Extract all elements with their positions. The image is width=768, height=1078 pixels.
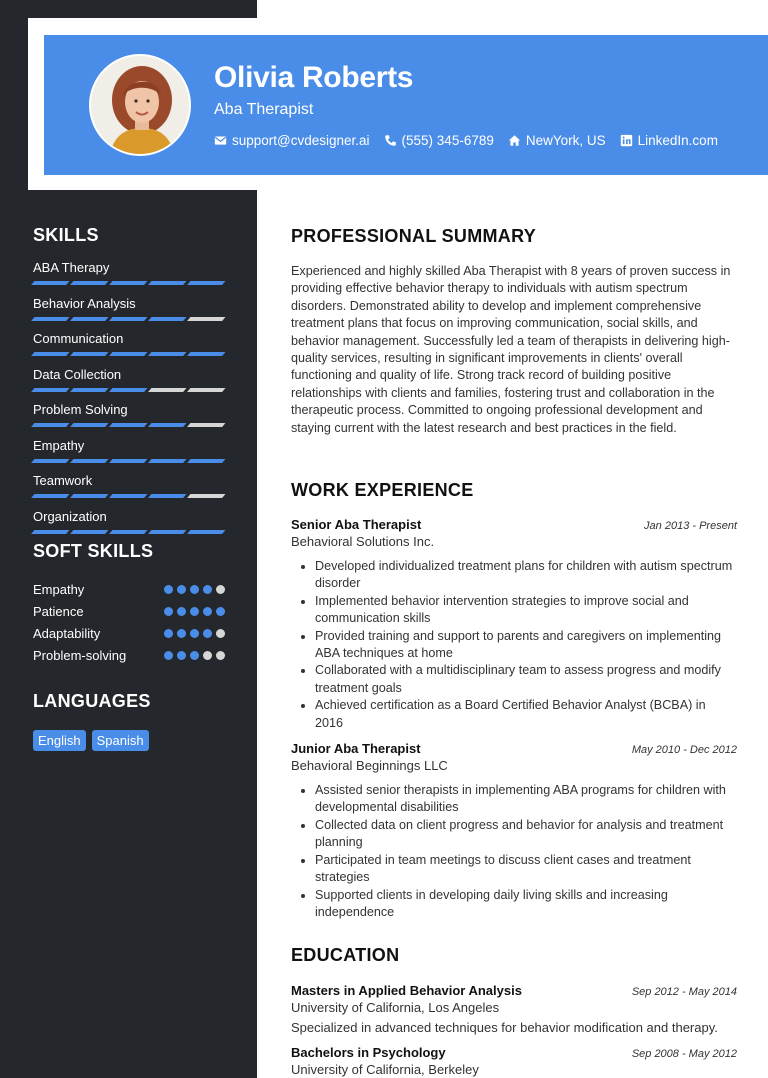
skill-level-segment xyxy=(149,317,187,321)
skill-name: ABA Therapy xyxy=(33,260,110,275)
contact-email[interactable] xyxy=(214,133,370,148)
job-bullet: • Supported clients in developing daily living skills and increasing independence xyxy=(315,887,737,922)
skill-level-segment xyxy=(71,530,109,534)
skill-level-segment xyxy=(110,317,148,321)
skill-level-bar xyxy=(33,317,225,321)
skill-level-segment xyxy=(188,352,226,356)
skill-level-segment xyxy=(110,388,148,392)
skill-level-bar xyxy=(33,423,225,427)
rating-dot xyxy=(177,629,186,638)
education-entry xyxy=(291,1045,737,1077)
job-bullet: • Participated in team meetings to discuss client cases and treatment strategies xyxy=(315,852,737,887)
education-section xyxy=(291,945,737,1077)
rating-dot xyxy=(216,585,225,594)
rating-dot xyxy=(203,607,212,616)
job-company: Behavioral Solutions Inc. xyxy=(291,534,435,549)
job-bullet: • Collected data on client progress and behavior for analysis and treatment planning xyxy=(315,817,737,852)
job-bullets xyxy=(291,558,737,732)
soft-skills-list xyxy=(33,578,225,666)
job-title: Junior Aba Therapist xyxy=(291,741,421,757)
skill-level-segment xyxy=(32,317,70,321)
job-entry xyxy=(291,741,737,921)
education-entry xyxy=(291,983,737,1036)
languages-list xyxy=(33,730,225,751)
skill-level-segment xyxy=(32,530,70,534)
soft-skill-row xyxy=(33,600,225,622)
language-badge: English xyxy=(33,730,86,751)
skill-level-segment xyxy=(71,352,109,356)
skill-name: Empathy xyxy=(33,437,85,453)
skill-level-segment xyxy=(32,281,70,285)
skill-level-segment xyxy=(149,281,187,285)
education-date: Sep 2008 - May 2012 xyxy=(631,1048,737,1061)
skill-level-bar xyxy=(33,388,225,392)
skills-section xyxy=(33,225,225,543)
rating-dot xyxy=(190,585,199,594)
soft-skills-heading: SOFT SKILLS xyxy=(33,541,154,561)
school-name: University of California, Los Angeles xyxy=(291,1000,500,1015)
skill-level-segment xyxy=(110,530,148,534)
rating-dot xyxy=(190,629,199,638)
avatar xyxy=(89,54,191,156)
job-date: Jan 2013 - Present xyxy=(644,520,737,532)
skill-level-bar xyxy=(33,494,225,498)
soft-skill-rating xyxy=(164,629,225,638)
rating-dot xyxy=(216,629,225,638)
soft-skill-name: Adaptability xyxy=(33,625,101,641)
phone-icon xyxy=(384,134,397,147)
rating-dot xyxy=(164,629,173,638)
soft-skill-rating xyxy=(164,607,225,616)
job-bullet: • Implemented behavior intervention strategies to improve social and communication skills xyxy=(315,593,737,628)
skills-list xyxy=(33,259,225,533)
skill-level-segment xyxy=(71,317,109,321)
language-badge: Spanish xyxy=(92,730,149,751)
skill-level-segment xyxy=(71,459,109,463)
job-bullets xyxy=(291,782,737,921)
job-bullet: • Achieved certification as a Board Certified Behavior Analyst (BCBA) in 2016 xyxy=(315,697,737,732)
skill-name: Data Collection xyxy=(33,366,122,382)
rating-dot xyxy=(177,585,186,594)
job-entry xyxy=(291,517,737,732)
skill-level-segment xyxy=(32,494,70,498)
languages-heading: LANGUAGES xyxy=(33,691,151,711)
envelope-icon xyxy=(214,134,227,147)
contact-email-text: support@cvdesigner.ai xyxy=(232,133,370,148)
skill-name: Organization xyxy=(33,508,107,524)
rating-dot xyxy=(216,651,225,660)
candidate-name: Olivia Roberts xyxy=(214,61,414,94)
home-icon xyxy=(508,134,521,147)
rating-dot xyxy=(177,651,186,660)
skill-level-segment xyxy=(149,494,187,498)
job-bullet: • Assisted senior therapists in implementing ABA programs for children with developmental disabilities xyxy=(315,782,737,817)
degree-title: Bachelors in Psychology xyxy=(291,1045,446,1061)
skill-name: Problem Solving xyxy=(33,402,128,417)
skill-name: Behavior Analysis xyxy=(33,295,136,311)
skill-level-segment xyxy=(149,530,187,534)
rating-dot xyxy=(190,607,199,616)
skill-level-segment xyxy=(188,388,226,392)
avatar-portrait xyxy=(91,56,191,156)
soft-skill-rating xyxy=(164,651,225,660)
skill-level-segment xyxy=(188,530,226,534)
summary-text: Experienced and highly skilled Aba Therapist with 8 years of proven success in providing effective behavior therapy to individuals with autism spectrum disorders. Demonstrated ability to develop and implement comprehensive treatment plans that focus on improving communication, social skills, and behavior management. Successfully led a team of therapists in delivering high-quality services, resulting in significant improvements in clients' overall functioning and quality of life. Strong track record of building positive relationships with clients and families, fostering trust and collaboration in the therapeutic process. Committed to ongoing professional development and staying current with the latest research and best practices in the field. xyxy=(291,264,731,435)
candidate-title: Aba Therapist xyxy=(214,101,314,118)
contact-phone-text: (555) 345-6789 xyxy=(401,133,494,148)
contact-phone[interactable] xyxy=(384,133,494,148)
soft-skill-name: Problem-solving xyxy=(33,647,127,663)
contact-list xyxy=(214,133,718,148)
job-bullet: • Provided training and support to parents and caregivers on implementing ABA techniques at home xyxy=(315,628,737,663)
soft-skill-name: Patience xyxy=(33,603,84,619)
rating-dot xyxy=(164,607,173,616)
skill-level-bar xyxy=(33,352,225,356)
contact-linkedin-text: LinkedIn.com xyxy=(637,133,718,148)
soft-skill-name: Empathy xyxy=(33,581,85,597)
summary-heading: PROFESSIONAL SUMMARY xyxy=(291,226,537,246)
skill-level-segment xyxy=(110,459,148,463)
skill-level-segment xyxy=(71,423,109,427)
skill-level-segment xyxy=(188,423,226,427)
skill-level-segment xyxy=(32,352,70,356)
skill-level-segment xyxy=(32,459,70,463)
skill-level-segment xyxy=(110,494,148,498)
skill-level-bar xyxy=(33,281,225,285)
skill-level-segment xyxy=(110,423,148,427)
skill-level-segment xyxy=(110,352,148,356)
skill-level-segment xyxy=(32,423,70,427)
soft-skill-row xyxy=(33,578,225,600)
education-heading: EDUCATION xyxy=(291,945,400,965)
contact-location xyxy=(508,133,606,148)
skill-level-segment xyxy=(149,388,187,392)
skill-level-segment xyxy=(188,494,226,498)
rating-dot xyxy=(203,651,212,660)
skill-name: Teamwork xyxy=(33,473,93,488)
skill-level-segment xyxy=(149,459,187,463)
header-banner xyxy=(44,35,768,175)
skill-level-segment xyxy=(188,459,226,463)
experience-heading: WORK EXPERIENCE xyxy=(291,480,474,500)
job-company: Behavioral Beginnings LLC xyxy=(291,758,448,774)
skill-level-segment xyxy=(71,494,109,498)
school-name: University of California, Berkeley xyxy=(291,1062,479,1078)
skill-level-bar xyxy=(33,530,225,534)
skill-level-segment xyxy=(188,317,226,321)
education-date: Sep 2012 - May 2014 xyxy=(631,986,737,998)
skill-level-segment xyxy=(188,281,226,285)
skill-level-segment xyxy=(71,388,109,392)
experience-section xyxy=(291,480,737,921)
job-title: Senior Aba Therapist xyxy=(291,517,422,532)
contact-linkedin[interactable] xyxy=(620,133,718,148)
degree-title: Masters in Applied Behavior Analysis xyxy=(291,983,522,998)
rating-dot xyxy=(177,607,186,616)
job-bullet: • Collaborated with a multidisciplinary team to assess progress and modify treatment goals xyxy=(315,662,737,697)
job-date: May 2010 - Dec 2012 xyxy=(631,744,737,757)
rating-dot xyxy=(164,651,173,660)
job-bullet: • Developed individualized treatment plans for children with autism spectrum disorder xyxy=(315,558,737,593)
rating-dot xyxy=(203,585,212,594)
rating-dot xyxy=(190,651,199,660)
education-description: Specialized in advanced techniques for behavior modification and therapy. xyxy=(291,1020,718,1035)
summary-section xyxy=(291,226,737,437)
skill-level-segment xyxy=(71,281,109,285)
soft-skill-row xyxy=(33,644,225,666)
skill-name: Communication xyxy=(33,331,124,346)
skill-level-segment xyxy=(149,423,187,427)
soft-skill-row xyxy=(33,622,225,644)
soft-skill-rating xyxy=(164,585,225,594)
skills-heading: SKILLS xyxy=(33,225,99,245)
rating-dot xyxy=(203,629,212,638)
soft-skills-section xyxy=(33,541,225,666)
languages-section xyxy=(33,691,225,751)
contact-location-text: NewYork, US xyxy=(525,133,606,148)
rating-dot xyxy=(164,585,173,594)
linkedin-icon xyxy=(620,134,633,147)
skill-level-bar xyxy=(33,459,225,463)
skill-level-segment xyxy=(32,388,70,392)
rating-dot xyxy=(216,607,225,616)
skill-level-segment xyxy=(110,281,148,285)
skill-level-segment xyxy=(149,352,187,356)
